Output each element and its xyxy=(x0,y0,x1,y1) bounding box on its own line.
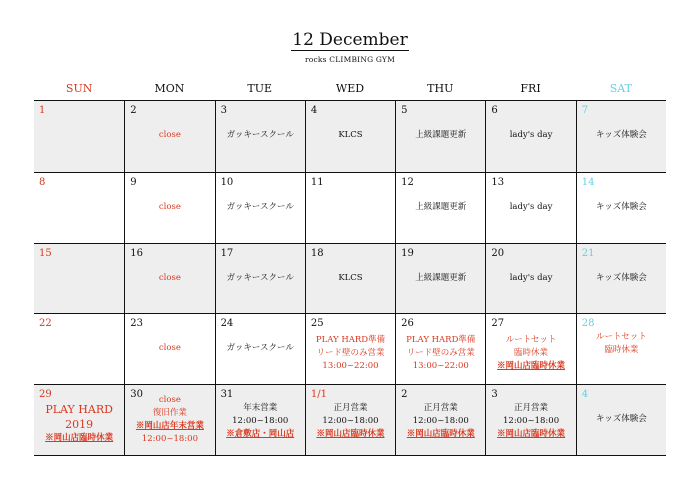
weekday-thu: THU xyxy=(427,82,454,95)
event-label: PLAY HARD xyxy=(45,403,113,417)
day-number: 4 xyxy=(310,105,318,116)
event-label: KLCS xyxy=(338,130,363,140)
day-cell[interactable] xyxy=(305,385,395,455)
event-label: close xyxy=(158,343,181,354)
day-cell[interactable] xyxy=(485,244,575,314)
day-cell[interactable] xyxy=(124,314,214,384)
day-number: 12 xyxy=(401,176,414,188)
day-number: 4 xyxy=(581,389,589,401)
day-number: 3 xyxy=(220,105,227,116)
day-cell[interactable] xyxy=(215,314,305,384)
day-number: 30 xyxy=(130,389,144,401)
day-cell[interactable] xyxy=(576,244,666,314)
event-label: キッズ体験会 xyxy=(595,201,647,212)
day-number: 17 xyxy=(220,247,234,259)
day-number: 9 xyxy=(130,176,137,188)
calendar-title: 12 December xyxy=(292,30,408,50)
day-cell[interactable] xyxy=(34,244,124,314)
event-label: 年末営業 xyxy=(243,403,278,414)
day-cell[interactable] xyxy=(215,101,305,172)
event-label: ※岡山店臨時休業 xyxy=(497,429,566,440)
day-number: 7 xyxy=(581,105,589,116)
day-cell[interactable] xyxy=(576,101,666,172)
day-cell[interactable] xyxy=(576,173,666,243)
event-label: ※岡山店臨時休業 xyxy=(316,429,385,440)
event-label: 2019 xyxy=(65,418,94,432)
day-cell[interactable] xyxy=(34,385,124,455)
event-label: 上級課題更新 xyxy=(415,272,467,283)
event-label: 上級課題更新 xyxy=(415,201,467,212)
event-label: KLCS xyxy=(338,272,363,283)
weekday-sat: SAT xyxy=(609,82,632,95)
day-number: 23 xyxy=(130,318,144,330)
event-label: 12:00~18:00 xyxy=(503,416,560,427)
event-label: ガッキースクール xyxy=(226,272,294,283)
day-cell[interactable] xyxy=(34,173,124,243)
day-number: 15 xyxy=(39,247,52,259)
event-label: ※倉敷店・岡山店 xyxy=(226,429,295,440)
event-label: 12:00~18:00 xyxy=(141,434,198,445)
day-number: 31 xyxy=(220,389,234,401)
day-cell[interactable] xyxy=(395,173,485,243)
event-label: close xyxy=(158,130,181,140)
day-number: 28 xyxy=(581,318,595,330)
event-label: 臨時休業 xyxy=(514,348,549,359)
event-label: close xyxy=(158,395,181,406)
day-number: 25 xyxy=(310,318,324,330)
event-label: ルートセット xyxy=(595,332,647,343)
event-label: ガッキースクール xyxy=(226,130,294,140)
event-label: リード壁のみ営業 xyxy=(316,348,385,359)
weekday-mon: MON xyxy=(154,82,185,95)
day-number: 2 xyxy=(401,389,408,401)
day-number: 10 xyxy=(220,176,234,188)
day-cell[interactable] xyxy=(485,173,575,243)
day-cell[interactable] xyxy=(124,101,214,172)
day-cell[interactable] xyxy=(485,385,575,455)
day-cell[interactable] xyxy=(576,385,666,455)
event-label: キッズ体験会 xyxy=(595,272,647,283)
event-label: 12:00~18:00 xyxy=(232,416,289,427)
event-label: ルートセット xyxy=(505,335,557,346)
day-cell[interactable] xyxy=(485,101,575,172)
day-number: 2 xyxy=(130,105,137,116)
day-number: 5 xyxy=(401,105,408,116)
weekday-fri: FRI xyxy=(520,82,541,95)
event-label: lady's day xyxy=(509,130,553,140)
day-number: 8 xyxy=(39,176,46,188)
day-cell[interactable] xyxy=(576,314,666,384)
day-number: 1/1 xyxy=(310,389,327,401)
weekday-wed: WED xyxy=(335,82,365,95)
event-label: 上級課題更新 xyxy=(415,130,467,140)
day-number: 27 xyxy=(491,318,505,330)
event-label: 12:00~18:00 xyxy=(322,416,379,427)
event-label: 12:00~18:00 xyxy=(412,416,469,427)
event-label: リード壁のみ営業 xyxy=(406,348,475,359)
calendar-header xyxy=(0,30,700,64)
event-label: ガッキースクール xyxy=(226,201,294,212)
day-number: 18 xyxy=(310,247,324,259)
day-cell[interactable] xyxy=(215,173,305,243)
event-label: 13:00~22:00 xyxy=(412,361,469,372)
day-number: 16 xyxy=(130,247,144,259)
day-cell[interactable] xyxy=(34,101,124,172)
day-number: 6 xyxy=(491,105,498,116)
calendar-grid xyxy=(34,100,666,456)
day-number: 24 xyxy=(220,318,234,330)
day-cell[interactable] xyxy=(124,385,214,455)
event-label: ガッキースクール xyxy=(226,343,294,354)
gym-name: rocks CLIMBING GYM xyxy=(305,55,395,64)
day-number: 20 xyxy=(491,247,505,259)
day-cell[interactable] xyxy=(395,101,485,172)
event-label: PLAY HARD準備 xyxy=(406,335,476,346)
event-label: close xyxy=(158,201,181,212)
day-cell[interactable] xyxy=(215,244,305,314)
day-number: 13 xyxy=(491,176,505,188)
event-label: lady's day xyxy=(509,201,553,212)
day-number: 29 xyxy=(39,389,52,401)
day-cell[interactable] xyxy=(485,314,575,384)
day-number: 1 xyxy=(39,105,46,116)
day-cell[interactable] xyxy=(395,385,485,455)
event-label: 正月営業 xyxy=(514,403,549,414)
day-cell[interactable] xyxy=(34,314,124,384)
weekday-tue: TUE xyxy=(247,82,273,95)
day-number: 19 xyxy=(401,247,414,259)
day-number: 11 xyxy=(310,176,324,188)
event-label: 正月営業 xyxy=(423,403,458,414)
event-label: 13:00~22:00 xyxy=(322,361,379,372)
event-label: lady's day xyxy=(509,272,553,283)
event-label: キッズ体験会 xyxy=(595,414,647,425)
day-cell[interactable] xyxy=(305,314,395,384)
day-number: 22 xyxy=(39,318,52,330)
day-cell[interactable] xyxy=(305,173,395,243)
event-label: 臨時休業 xyxy=(604,345,639,356)
event-label: 正月営業 xyxy=(333,403,368,414)
day-cell[interactable] xyxy=(124,244,214,314)
day-cell[interactable] xyxy=(305,101,395,172)
event-label: close xyxy=(158,272,181,283)
event-label: 復旧作業 xyxy=(152,408,187,419)
event-label: ※岡山店年末営業 xyxy=(135,421,204,432)
day-cell[interactable] xyxy=(215,385,305,455)
day-cell[interactable] xyxy=(124,173,214,243)
day-number: 14 xyxy=(581,176,595,188)
event-label: ※岡山店臨時休業 xyxy=(45,433,114,444)
weekday-sun: SUN xyxy=(65,82,93,95)
day-number: 3 xyxy=(491,389,498,401)
day-number: 26 xyxy=(401,318,414,330)
day-number: 21 xyxy=(581,247,595,259)
day-cell[interactable] xyxy=(305,244,395,314)
day-cell[interactable] xyxy=(395,314,485,384)
event-label: ※岡山店臨時休業 xyxy=(406,429,475,440)
event-label: PLAY HARD準備 xyxy=(315,335,386,346)
day-cell[interactable] xyxy=(395,244,485,314)
event-label: ※岡山店臨時休業 xyxy=(497,361,566,372)
event-label: キッズ体験会 xyxy=(595,130,647,140)
